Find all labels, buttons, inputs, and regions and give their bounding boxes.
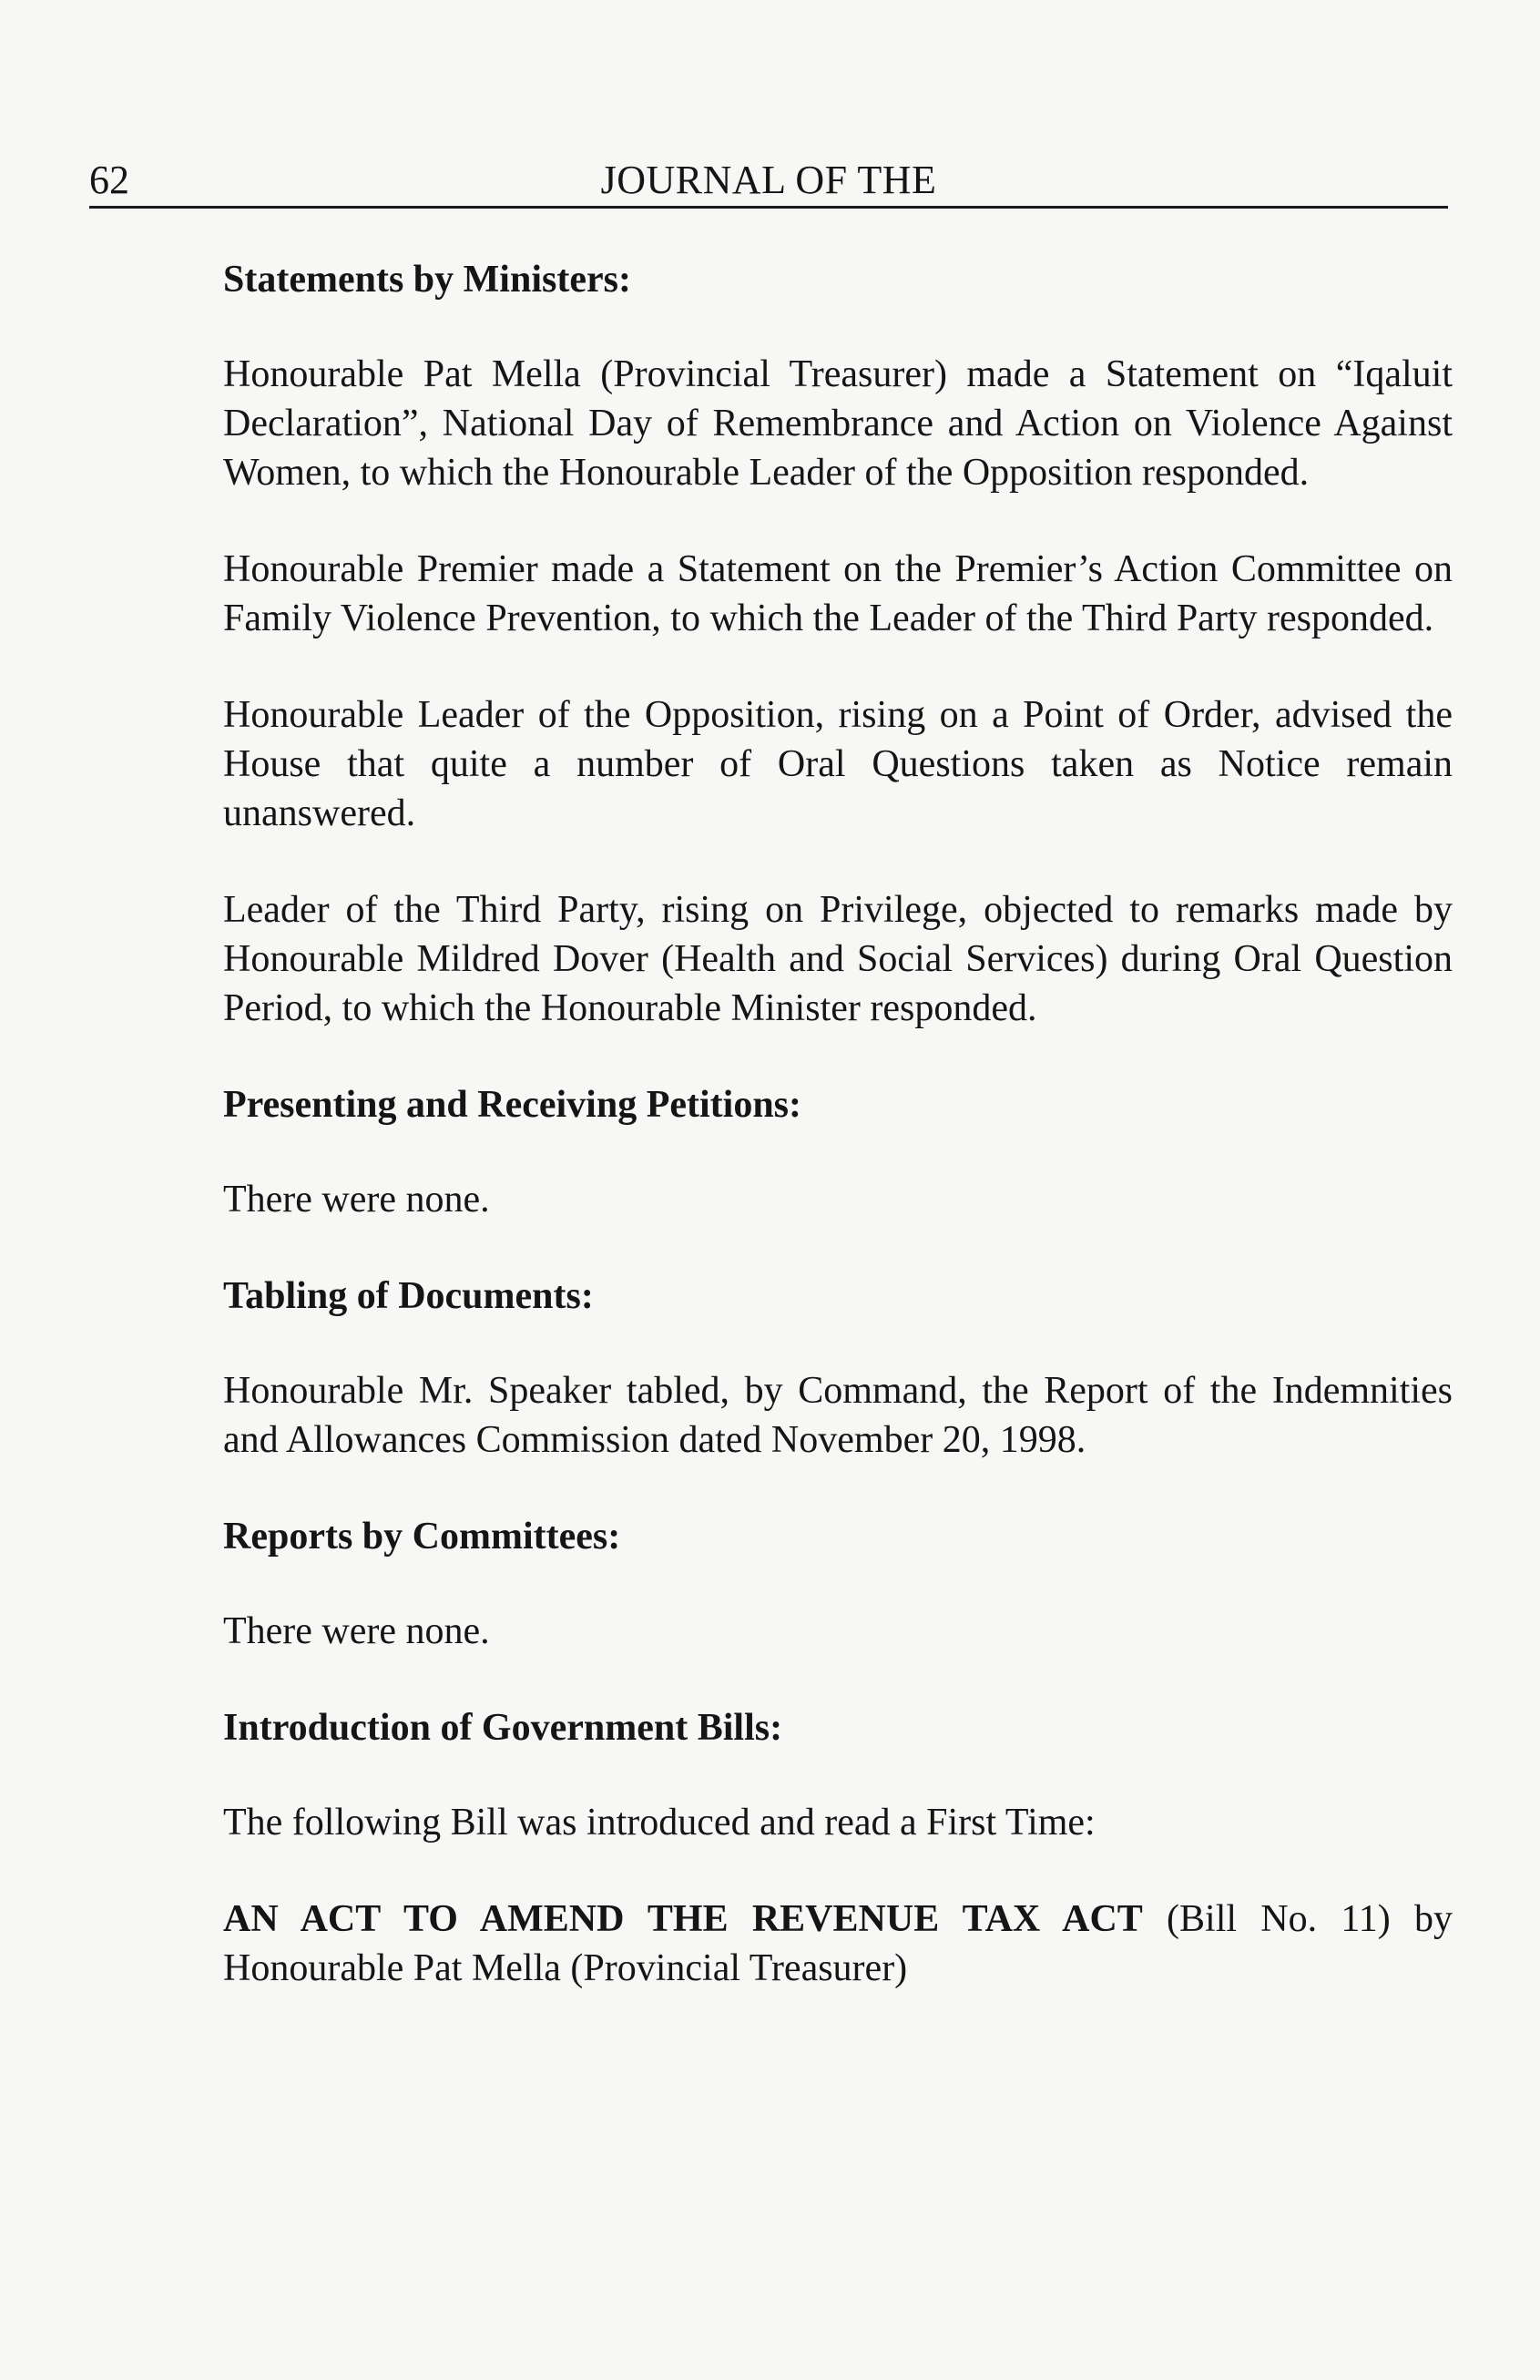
petitions-paragraph: There were none. xyxy=(223,1179,490,1221)
bill-details: (Bill No. 11) by Honourable Pat Mella (Provincial Treasurer) xyxy=(223,1898,1453,1989)
tabling-paragraph: Honourable Mr. Speaker tabled, by Command, the Report of the Indemnities and Allowances Commission dated November 20, 1998. xyxy=(223,1370,1453,1461)
section-heading-tabling: Tabling of Documents: xyxy=(223,1275,594,1317)
statement-paragraph-4: Leader of the Third Party, rising on Privilege, objected to remarks made by Honourable Mildred Dover (Health and Social Services) during Oral Question Period, to which the Honourable Minister responded. xyxy=(223,889,1453,1029)
statement-paragraph-1: Honourable Pat Mella (Provincial Treasurer) made a Statement on “Iqaluit Declaration”, National Day of Remembrance and Action on Violence Against Women, to which the Honourable Leader of the Opposition responded. xyxy=(223,353,1453,494)
section-heading-petitions: Presenting and Receiving Petitions: xyxy=(223,1084,802,1126)
committees-paragraph: There were none. xyxy=(223,1610,490,1652)
section-heading-bills: Introduction of Government Bills: xyxy=(223,1707,783,1749)
bills-intro-paragraph: The following Bill was introduced and read a First Time: xyxy=(223,1802,1096,1844)
page-content xyxy=(223,255,1453,2040)
statement-paragraph-2: Honourable Premier made a Statement on the Premier’s Action Committee on Family Violence Prevention, to which the Leader of the Third Party responded. xyxy=(223,548,1453,639)
page-number: 62 xyxy=(89,158,129,202)
statement-paragraph-3: Honourable Leader of the Opposition, rising on a Point of Order, advised the House that quite a number of Oral Questions taken as Notice remain unanswered. xyxy=(223,694,1453,834)
bill-entry xyxy=(223,1895,1453,1993)
bill-title: AN ACT TO AMEND THE REVENUE TAX ACT xyxy=(223,1898,1143,1940)
section-heading-committees: Reports by Committees: xyxy=(223,1516,621,1558)
running-header xyxy=(89,157,1448,209)
journal-title: JOURNAL OF THE xyxy=(600,158,937,202)
section-heading-statements: Statements by Ministers: xyxy=(223,259,631,301)
